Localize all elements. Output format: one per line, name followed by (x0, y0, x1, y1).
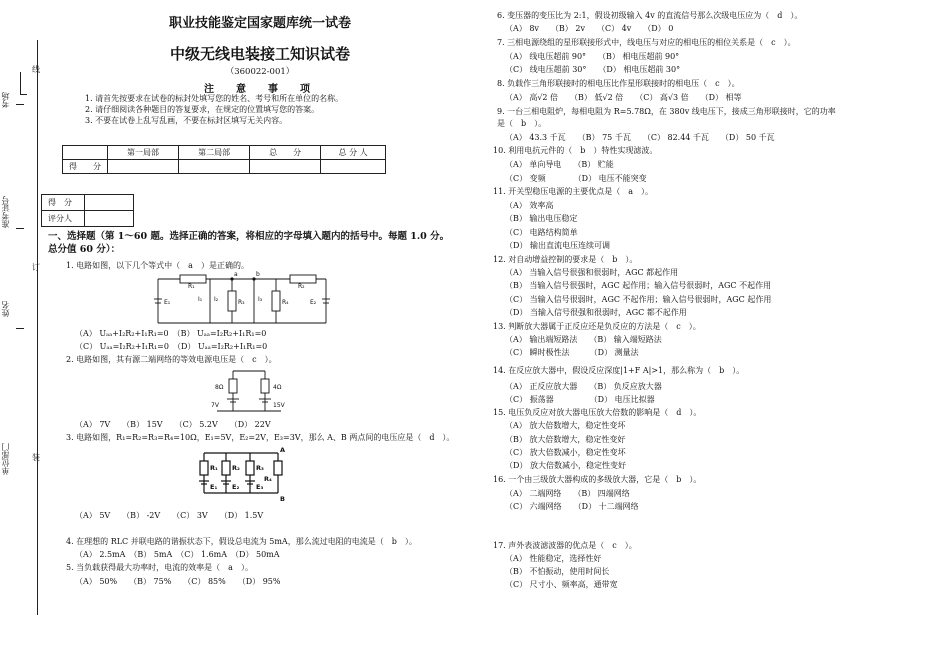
question-15-option-a: （A） 放大倍数增大，稳定性变坏 (505, 421, 626, 430)
question-12-stem: 12. 对自动增益控制的要求是（ b ）。 (493, 255, 638, 264)
circuit-diagram-3 (200, 445, 295, 503)
score-header-total: 总 分 (250, 146, 321, 160)
exam-series-title: 职业技能鉴定国家题库统一试卷 (168, 16, 351, 31)
margin-bracket (20, 72, 27, 95)
question-2-stem: 2. 电路如图，其有源二端网络的等效电源电压是（ c ）。 (66, 355, 277, 364)
question-13-options-cd: （C） 瞬时极性法 （D） 测量法 (505, 348, 639, 357)
question-8-stem: 8. 负载作三角形联接时的相电压比作星形联接时的相电压（ c ）。 (497, 79, 740, 88)
binding-mark-bind: 装 (32, 453, 40, 462)
circuit1-label-e2: E₂ (310, 299, 317, 306)
binding-mark-line: 线 (32, 65, 40, 74)
circuit3-terminal-b: B (280, 495, 285, 503)
question-15-option-d: （D） 放大倍数减小，稳定性变好 (505, 461, 626, 470)
circuit1-label-i1: I₁ (198, 296, 203, 303)
score-header-part2: 第二局部 (179, 146, 250, 160)
question-13-stem: 13. 判断放大器属于正反应还是负反应的方法是（ c ）。 (493, 322, 701, 331)
circuit3-label-r3: R₃ (256, 464, 264, 472)
circuit3-terminal-a: A (280, 446, 286, 454)
circuit3-label-r1: R₁ (210, 464, 218, 472)
question-5-stem: 5. 当负载获得最大功率时，电流的效率是（ a ）。 (66, 563, 253, 572)
score-cell-part2[interactable] (179, 160, 250, 174)
circuit3-label-r2: R₂ (232, 464, 240, 472)
circuit-diagram-2 (205, 367, 295, 417)
question-1-options-cd: （C） Uₐₐ=I₂R₂+I₁R₁=0 （D） Uₐₐ=I₂R₂+I₁R₁=0 (75, 342, 268, 351)
section-grader-label: 评分人 (42, 211, 85, 227)
circuit1-label-i3: I₃ (258, 296, 263, 303)
question-15-option-b: （B） 放大倍数增大，稳定性变好 (505, 435, 626, 444)
score-cell-part1[interactable] (108, 160, 179, 174)
question-14-options-ab: （A） 正反应放大器 （B） 负反应放大器 (505, 382, 662, 391)
score-cell-total[interactable] (250, 160, 321, 174)
question-5-options: （A） 50% （B） 75% （C） 85% （D） 95% (75, 577, 281, 586)
question-17-option-b: （B） 不怕振动，使用时间长 (505, 567, 610, 576)
question-6-stem: 6. 变压器的变压比为 2:1，假设初级输入 4v 的直流信号那么次级电压应为（ d ）。 (497, 11, 803, 20)
exam-paper-title: 中级无线电装接工知识试卷 (169, 45, 350, 63)
circuit1-label-r4: R₄ (282, 299, 289, 306)
notice-line-3: 3. 不要在试卷上乱写乱画，不要在标封区填写无关内容。 (85, 116, 288, 125)
notice-line-2: 2. 请仔细阅读各种题目的答复要求，在规定的位置填写您的答案。 (85, 105, 320, 114)
circuit1-label-i2: I₂ (214, 296, 219, 303)
question-11-option-a: （A） 效率高 (505, 201, 554, 210)
circuit3-label-e3: E₃ (256, 483, 264, 491)
notice-heading: 注 意 事 项 (204, 84, 316, 95)
notice-line-1: 1. 请首先按要求在试卷的标封处填写您的姓名、考号和所在单位的名称。 (85, 94, 344, 103)
question-9-options: （A） 43.3 千瓦 （B） 75 千瓦 （C） 82.44 千瓦 （D） 50 千瓦 (505, 133, 775, 142)
circuit-diagram-1 (150, 271, 340, 331)
question-4-stem: 4. 在理想的 RLC 并联电路的谐振状态下，假设总电流为 5mA，那么流过电阻的电流是（ b ）。 (66, 537, 417, 546)
question-11-option-d: （D） 输出直流电压连续可调 (505, 241, 610, 250)
question-3-options: （A） 5V （B） -2V （C） 3V （D） 1.5V (75, 511, 264, 520)
circuit1-label-r2: R₂ (298, 283, 305, 290)
circuit3-label-e2: E₂ (232, 483, 240, 491)
binding-mark-staple: 订 (32, 263, 40, 272)
section-score-table (41, 194, 134, 227)
binding-line (37, 40, 38, 615)
question-1-stem: 1. 电路如图，以下几个等式中（ a ）是正确的。 (66, 261, 249, 270)
question-15-option-c: （C） 放大倍数减小，稳定性变坏 (505, 448, 626, 457)
question-12-option-b: （B） 当输入信号很强时，AGC 起作用；输入信号很弱时，AGC 不起作用 (505, 281, 772, 290)
question-17-option-c: （C） 尺寸小、频率高，通带宽 (505, 580, 618, 589)
circuit3-label-e1: E₁ (210, 483, 218, 491)
question-12-option-d: （D） 当输入信号很强和很弱时，AGC 都不起作用 (505, 308, 687, 317)
score-table (62, 145, 386, 174)
question-11-option-b: （B） 输出电压稳定 (505, 214, 578, 223)
margin-label-ticket-number: 准考证号 (1, 196, 10, 228)
circuit1-label-r3: R₃ (238, 299, 245, 306)
score-cell-grader[interactable] (321, 160, 386, 174)
question-14-options-cd: （C） 振荡器 （D） 电压比拟器 (505, 395, 655, 404)
question-7-stem: 7. 三相电源绕组的星形联接形式中，线电压与对应的相电压的相位关系是（ c ）。 (497, 38, 796, 47)
question-10-stem: 10. 利用电抗元件的（ b ）特性实现滤波。 (493, 146, 658, 155)
section-score-cell[interactable] (85, 195, 134, 211)
question-16-options-cd: （C） 六端网络 （D） 十二端网络 (505, 502, 639, 511)
question-11-stem: 11. 开关型稳压电源的主要优点是（ a ）。 (493, 187, 654, 196)
question-12-option-c: （C） 当输入信号很弱时，AGC 不起作用；输入信号很弱时，AGC 起作用 (505, 295, 772, 304)
circuit2-label-7v: 7V (211, 402, 219, 409)
circuit1-label-e1: E₁ (164, 299, 171, 306)
score-header-grader: 总 分 人 (321, 146, 386, 160)
question-15-stem: 15. 电压负反应对放大器电压放大倍数的影响是（ d ）。 (493, 408, 702, 417)
section-heading: 一、选择题（第 1～60 题。选择正确的答案，将相应的字母填入题内的括号中。每题 1.0 分。总分值 60 分）： (48, 231, 450, 255)
score-row-label: 得 分 (63, 160, 108, 174)
question-7-options-cd: （C） 线电压超前 30° （D） 相电压超前 30° (505, 65, 681, 74)
question-8-options: （A） 高√2 倍 （B） 低√2 倍 （C） 高√3 倍 （D） 相等 (505, 93, 742, 102)
question-7-options-ab: （A） 线电压超前 90° （B） 相电压超前 90° (505, 52, 680, 61)
margin-label-department: 单位部门 (1, 443, 10, 475)
circuit3-label-r4: R₄ (264, 475, 272, 483)
question-1-options-ab: （A） Uₐₐ+I₂R₂+I₁R₁=0 （B） Uₐₐ=I₂R₂+I₁R₁=0 (75, 329, 267, 338)
question-14-stem: 14. 在反应放大器中，假设反应深度|1+F A|>1，那么称为（ b ）。 (493, 366, 745, 375)
question-11-option-c: （C） 电路结构简单 (505, 228, 578, 237)
paper-code: （360022-001） (225, 67, 295, 77)
margin-tick (16, 228, 24, 229)
margin-label-name: 姓名 (1, 301, 10, 317)
question-10-options-cd: （C） 变频 （D） 电压不能突变 (505, 174, 647, 183)
score-header-part1: 第一局部 (108, 146, 179, 160)
circuit2-label-15v: 15V (273, 402, 285, 409)
question-6-options: （A） 8v （B） 2v （C） 4v （D） 0 (505, 24, 674, 33)
margin-tick (16, 104, 24, 105)
circuit2-label-4ohm: 4Ω (273, 384, 282, 391)
question-10-options-ab: （A） 单向导电 （B） 贮能 (505, 160, 614, 169)
question-17-stem: 17. 声外表波滤波器的优点是（ c ）。 (493, 541, 637, 550)
question-9-stem: 9. 一台三相电阻炉，每相电阻为 R=5.78Ω，在 380v 线电压下，接成三角形联接时，它的功率 (497, 107, 836, 116)
score-table-corner (63, 146, 108, 160)
margin-label-exam-room: 考场 (1, 92, 10, 108)
question-17-option-a: （A） 性能稳定，选择性好 (505, 554, 602, 563)
circuit2-label-8ohm: 8Ω (215, 384, 224, 391)
question-13-options-ab: （A） 输出端短路法 （B） 输入端短路法 (505, 335, 662, 344)
question-9-stem-cont: 是（ b ）。 (497, 119, 547, 128)
question-4-options: （A） 2.5mA （B） 5mA （C） 1.6mA （D） 50mA (75, 550, 280, 559)
circuit1-label-a: a (234, 271, 238, 278)
question-12-option-a: （A） 当输入信号很强和很弱时，AGC 都起作用 (505, 268, 679, 277)
section-grader-cell[interactable] (85, 211, 134, 227)
question-2-options: （A） 7V （B） 15V （C） 5.2V （D） 22V (75, 420, 271, 429)
section-score-label: 得 分 (42, 195, 85, 211)
margin-tick (16, 328, 24, 329)
question-16-stem: 16. 一个由三级放大器构成的多级放大器，它是（ b ）。 (493, 475, 702, 484)
circuit1-label-b: b (256, 271, 260, 278)
question-16-options-ab: （A） 二端网络 （B） 四端网络 (505, 489, 630, 498)
circuit1-label-r1: R₁ (188, 283, 195, 290)
question-3-stem: 3. 电路如图，R₁=R₂=R₃=R₄=10Ω，E₁=5V，E₂=2V，E₃=3V，那么 A、B 两点间的电压应是（ d ）。 (66, 433, 455, 442)
